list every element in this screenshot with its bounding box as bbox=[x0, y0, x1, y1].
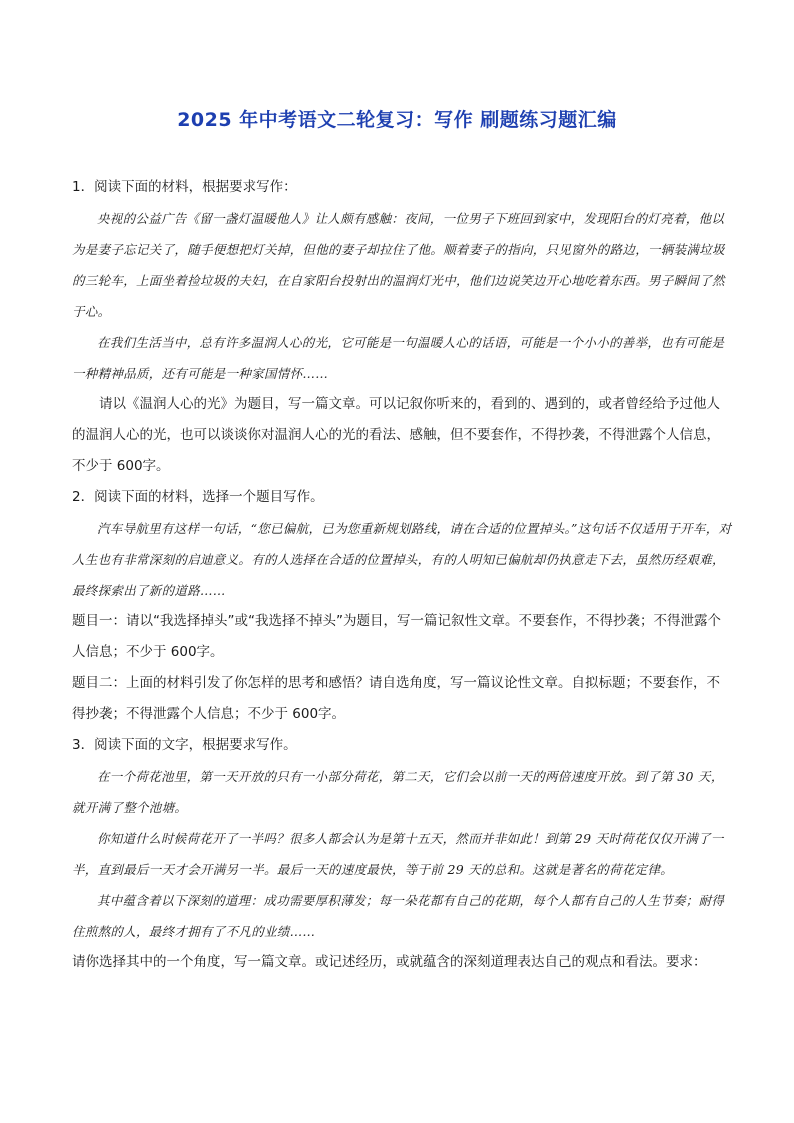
document-body bbox=[72, 172, 732, 978]
question-3-material-paragraph: 其中蕴含着以下深刻的道理：成功需要厚积薄发；每一朵花都有自己的花期，每个人都有自己的人生节奏；耐得住煎熬的人，最终才拥有了不凡的业绩…… bbox=[72, 893, 725, 939]
question-3-material-paragraph: 在一个荷花池里，第一天开放的只有一小部分荷花，第二天，它们会以前一天的两倍速度开放。到了第 30 天，就开满了整个池塘。 bbox=[72, 769, 724, 815]
question-1-requirement: 请以《温润人心的光》为题目，写一篇文章。可以记叙你听来的，看到的、遇到的，或者曾经给予过他人的温润人心的光，也可以谈谈你对温润人心的光的看法、感触，但不要套作，不得抄袭，不得泄露个人信息，不少于 600字。 bbox=[72, 396, 720, 474]
question-3-material-paragraph: 你知道什么时候荷花开了一半吗？很多人都会认为是第十五天，然而并非如此！到第 29 天时荷花仅仅开满了一半，直到最后一天才会开满另一半。最后一天的速度最快，等于前 29 天的总和。这就是著名的荷花定律。 bbox=[72, 831, 724, 877]
question-1-heading: 1．阅读下面的材料，根据要求写作： bbox=[72, 179, 297, 195]
question-2-topic-2: 题目二：上面的材料引发了你怎样的思考和感悟？请自选角度，写一篇议论性文章。自拟标题；不要套作，不得抄袭；不得泄露个人信息；不少于 600字。 bbox=[72, 675, 720, 722]
question-2-topic-1: 题目一：请以“我选择掉头”或“我选择不掉头”为题目，写一篇记叙性文章。不要套作，不得抄袭；不得泄露个人信息；不少于 600字。 bbox=[72, 613, 721, 660]
question-1-material-paragraph: 央视的公益广告《留一盏灯温暖他人》让人颇有感触：夜间，一位男子下班回到家中，发现阳台的灯亮着，他以为是妻子忘记关了，随手便想把灯关掉，但他的妻子却拉住了他。顺着妻子的指向，只见窗外的路边，一辆装满垃圾的三轮车，上面坐着捡垃圾的夫妇，在自家阳台投射出的温润灯光中，他们边说笑边开心地吃着东西。男子瞬间了然于心。 bbox=[72, 211, 725, 319]
question-2-material-paragraph: 汽车导航里有这样一句话，“您已偏航，已为您重新规划路线，请在合适的位置掉头。”这句话不仅适用于开车，对人生也有非常深刻的启迪意义。有的人选择在合适的位置掉头，有的人明知已偏航却仍执意走下去，虽然历经艰难，最终探索出了新的道路…… bbox=[72, 521, 732, 598]
question-2-heading: 2．阅读下面的材料，选择一个题目写作。 bbox=[72, 489, 324, 505]
question-3-requirement: 请你选择其中的一个角度，写一篇文章。或记述经历，或就蕴含的深刻道理表达自己的观点和看法。要求： bbox=[72, 954, 707, 970]
question-1-material-paragraph: 在我们生活当中，总有许多温润人心的光，它可能是一句温暖人心的话语，可能是一个小小的善举，也有可能是一种精神品质，还有可能是一种家国情怀…… bbox=[72, 335, 725, 381]
question-3-heading: 3．阅读下面的文字，根据要求写作。 bbox=[72, 737, 297, 753]
document-title: 2025 年中考语文二轮复习：写作 刷题练习题汇编 bbox=[177, 109, 617, 131]
